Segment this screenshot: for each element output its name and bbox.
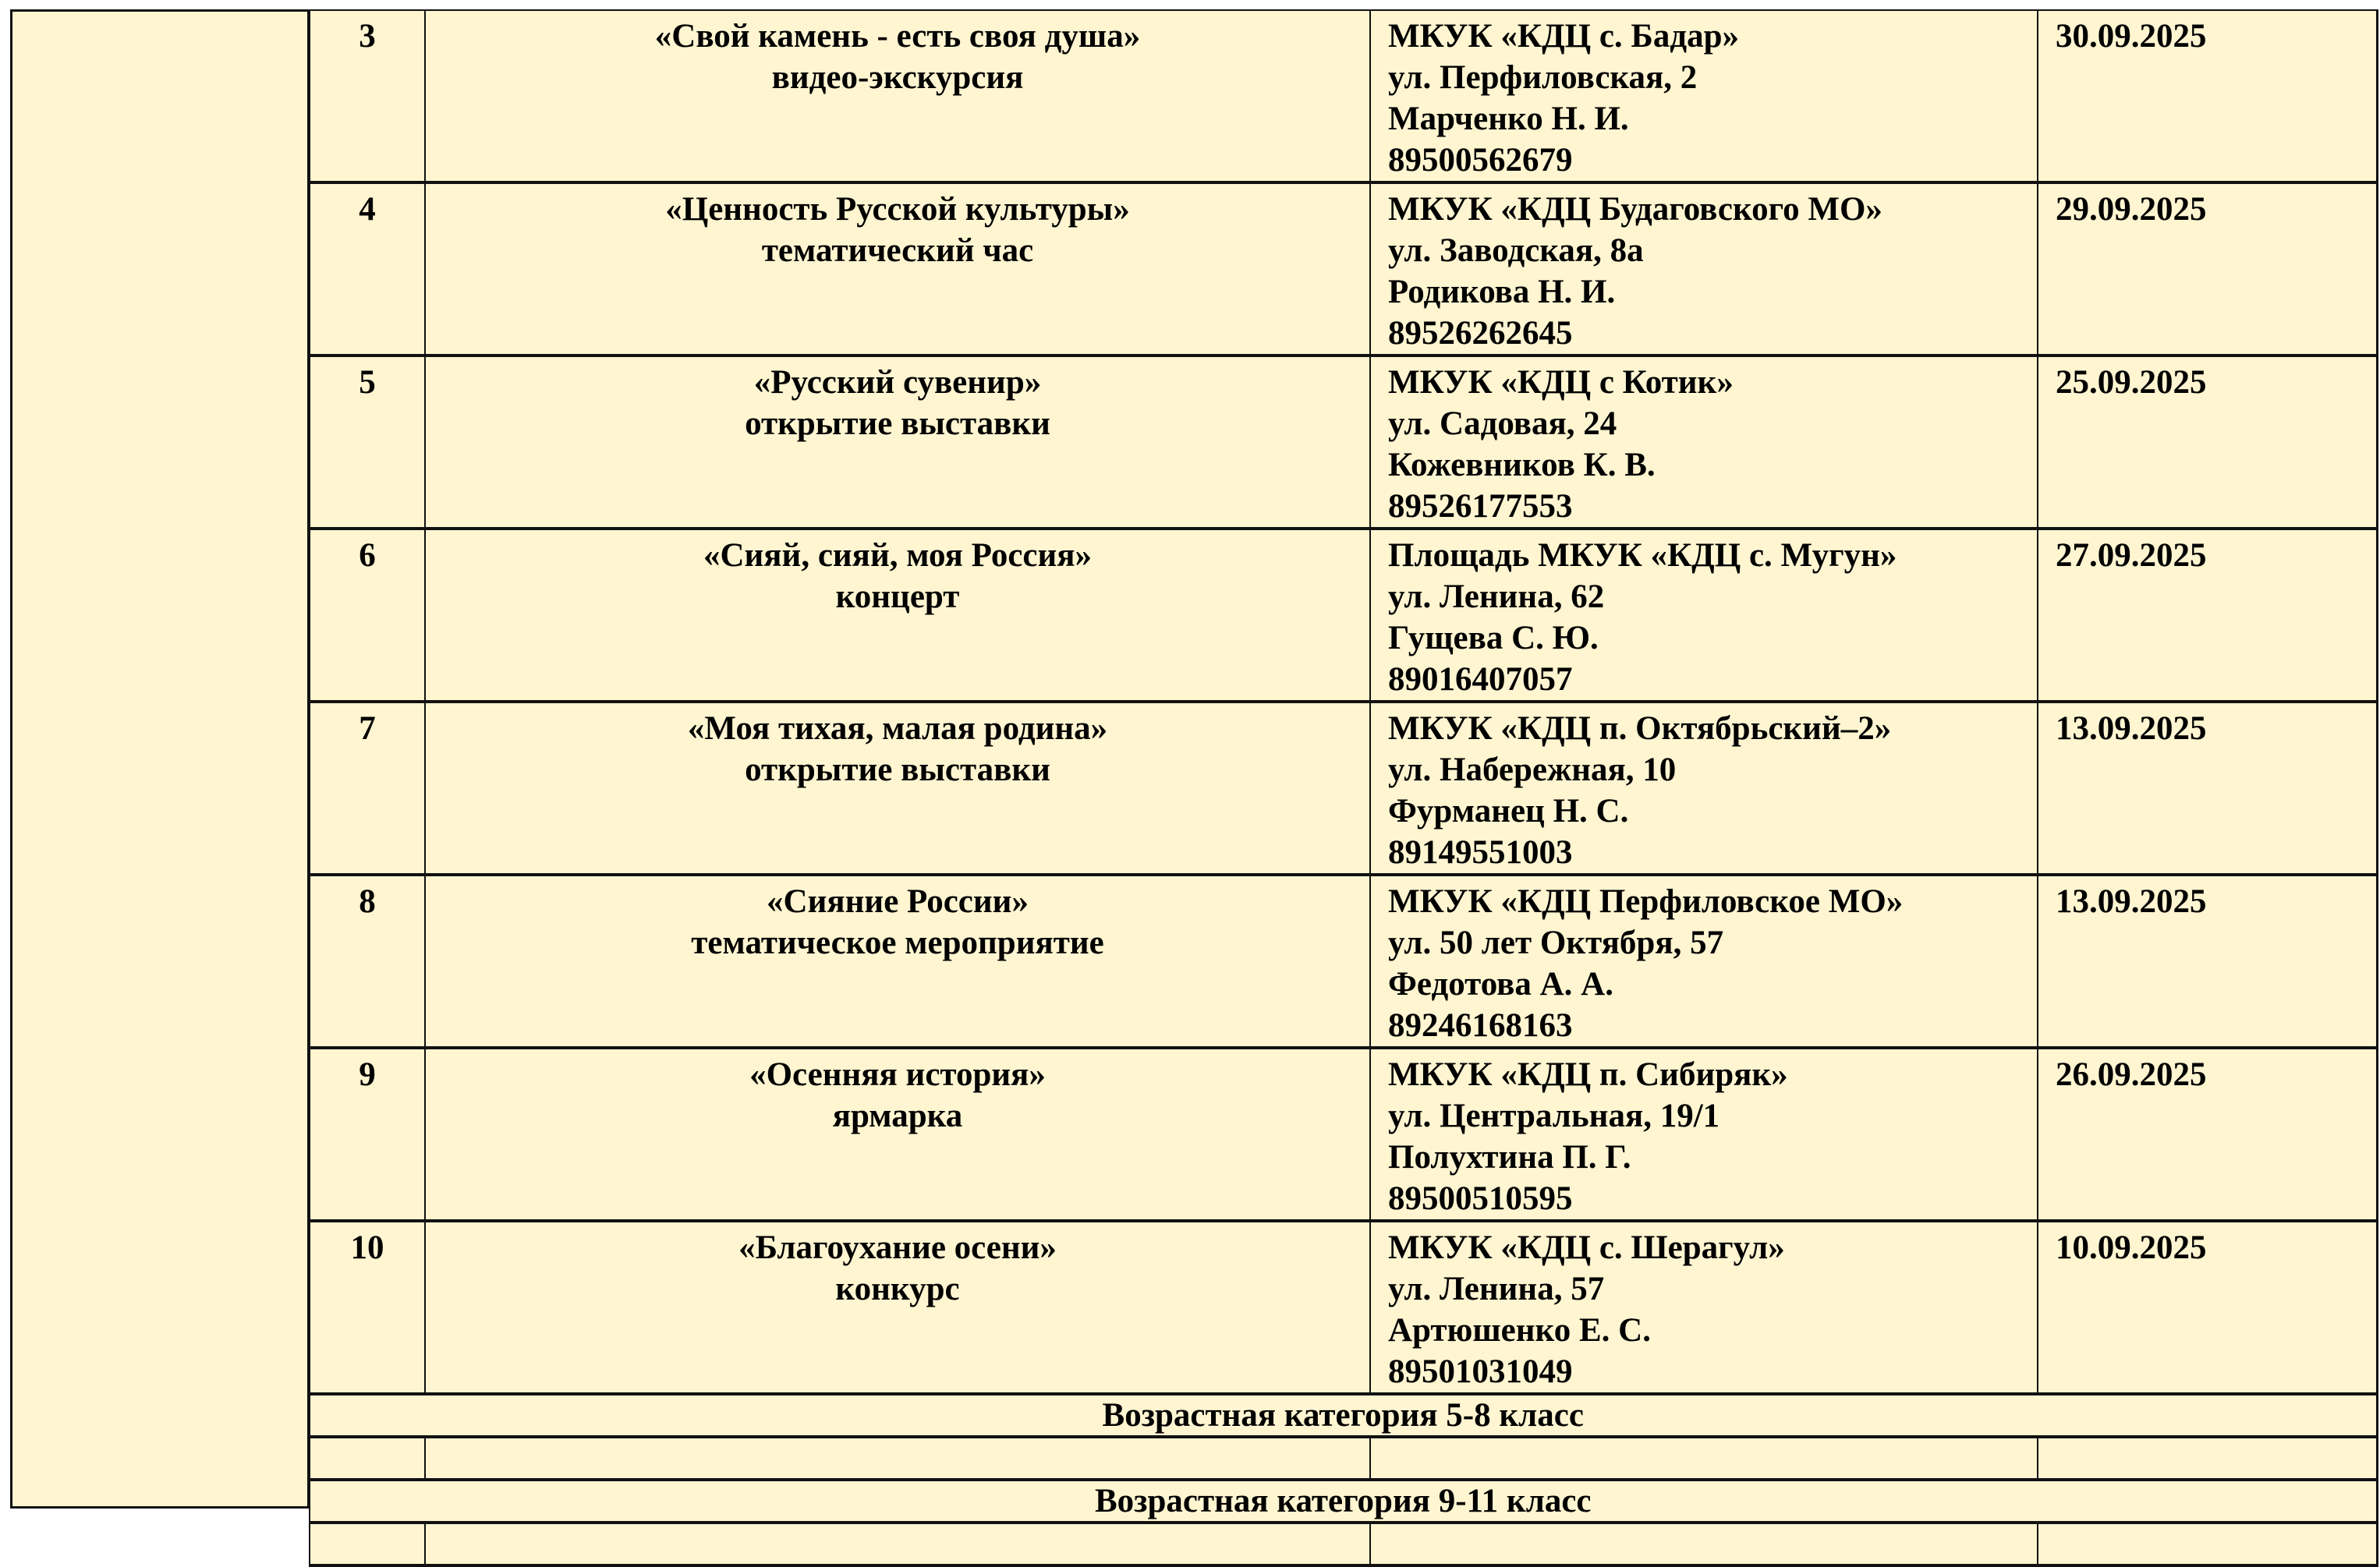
- event-title-cell: [425, 182, 1370, 355]
- table-row: [310, 182, 2377, 355]
- table-row: [310, 702, 2377, 875]
- event-title: «Благоухание осени»: [738, 1229, 1057, 1266]
- event-format: открытие выставки: [745, 752, 1050, 788]
- event-title: «Осенняя история»: [749, 1056, 1046, 1093]
- category-row: [310, 1480, 2377, 1523]
- event-address: ул. Заводская, 8а: [1388, 232, 1644, 269]
- empty-cell: [425, 1523, 1370, 1565]
- table-row: [310, 10, 2377, 182]
- category-heading: Возрастная категория 9-11 класс: [310, 1480, 2377, 1523]
- event-format: тематическое мероприятие: [691, 925, 1104, 961]
- event-phone: 89526177553: [1388, 488, 1573, 525]
- event-title-cell: [425, 875, 1370, 1048]
- event-venue: МКУК «КДЦ с. Шерагул»: [1388, 1229, 1785, 1266]
- event-number: 8: [310, 875, 425, 1048]
- event-venue-cell: [1370, 875, 2038, 1048]
- event-contact: Гущева С. Ю.: [1388, 620, 1599, 656]
- event-format: концерт: [835, 578, 960, 615]
- event-number: 3: [310, 10, 425, 182]
- event-contact: Артюшенко Е. С.: [1388, 1312, 1651, 1349]
- event-format: открытие выставки: [745, 405, 1050, 442]
- event-format: конкурс: [835, 1271, 960, 1307]
- event-date: 10.09.2025: [2038, 1221, 2377, 1394]
- event-address: ул. Ленина, 57: [1388, 1271, 1605, 1307]
- event-date: 27.09.2025: [2038, 529, 2377, 702]
- event-title-cell: [425, 702, 1370, 875]
- event-number: 6: [310, 529, 425, 702]
- event-contact: Родикова Н. И.: [1388, 274, 1616, 310]
- event-venue: МКУК «КДЦ с Котик»: [1388, 364, 1734, 401]
- event-contact: Кожевников К. В.: [1388, 447, 1656, 483]
- event-venue-cell: [1370, 1221, 2038, 1394]
- event-address: ул. Ленина, 62: [1388, 578, 1605, 615]
- event-date: 13.09.2025: [2038, 875, 2377, 1048]
- event-venue-cell: [1370, 355, 2038, 529]
- event-venue-cell: [1370, 529, 2038, 702]
- event-address: ул. 50 лет Октября, 57: [1388, 925, 1724, 961]
- event-phone: 89246168163: [1388, 1007, 1573, 1044]
- event-venue-cell: [1370, 702, 2038, 875]
- event-venue: МКУК «КДЦ Будаговского МО»: [1388, 191, 1882, 228]
- event-title-cell: [425, 1048, 1370, 1221]
- event-address: ул. Садовая, 24: [1388, 405, 1617, 442]
- empty-cell: [425, 1437, 1370, 1480]
- event-address: ул. Набережная, 10: [1388, 752, 1677, 788]
- event-format: видео-экскурсия: [771, 59, 1024, 96]
- event-title: «Свой камень - есть своя душа»: [654, 18, 1141, 55]
- event-phone: 89149551003: [1388, 834, 1573, 871]
- category-heading: Возрастная категория 5-8 класс: [310, 1394, 2377, 1437]
- event-venue: МКУК «КДЦ п. Сибиряк»: [1388, 1056, 1788, 1093]
- event-title-cell: [425, 355, 1370, 529]
- event-number: 4: [310, 182, 425, 355]
- event-format: ярмарка: [832, 1098, 963, 1134]
- event-date: 25.09.2025: [2038, 355, 2377, 529]
- merged-left-column-cell: [10, 9, 309, 1509]
- event-title-cell: [425, 1221, 1370, 1394]
- events-table: [309, 9, 2378, 1567]
- event-title: «Сияй, сияй, моя Россия»: [703, 537, 1093, 574]
- event-number: 5: [310, 355, 425, 529]
- table-row: [310, 355, 2377, 529]
- event-title-cell: [425, 529, 1370, 702]
- event-date: 29.09.2025: [2038, 182, 2377, 355]
- event-phone: 89501031049: [1388, 1353, 1573, 1390]
- event-phone: 89016407057: [1388, 661, 1573, 698]
- empty-cell: [2038, 1437, 2377, 1480]
- event-address: ул. Перфиловская, 2: [1388, 59, 1698, 96]
- empty-cell: [2038, 1523, 2377, 1565]
- event-date: 13.09.2025: [2038, 702, 2377, 875]
- empty-cell: [1370, 1523, 2038, 1565]
- event-venue-cell: [1370, 1048, 2038, 1221]
- table-row: [310, 529, 2377, 702]
- event-contact: Федотова А. А.: [1388, 966, 1613, 1003]
- category-row: [310, 1394, 2377, 1437]
- event-date: 30.09.2025: [2038, 10, 2377, 182]
- event-venue-cell: [1370, 182, 2038, 355]
- event-date: 26.09.2025: [2038, 1048, 2377, 1221]
- event-title: «Русский сувенир»: [753, 364, 1042, 401]
- event-number: 10: [310, 1221, 425, 1394]
- event-contact: Фурманец Н. С.: [1388, 793, 1629, 829]
- event-venue: МКУК «КДЦ п. Октябрьский–2»: [1388, 710, 1892, 747]
- event-venue-cell: [1370, 10, 2038, 182]
- event-phone: 89526262645: [1388, 315, 1573, 352]
- empty-table-row: [310, 1437, 2377, 1480]
- empty-cell: [310, 1437, 425, 1480]
- event-title: «Сияние России»: [767, 883, 1029, 920]
- event-title: «Моя тихая, малая родина»: [687, 710, 1108, 747]
- event-phone: 89500562679: [1388, 142, 1573, 179]
- empty-cell: [310, 1523, 425, 1565]
- event-venue: МКУК «КДЦ Перфиловское МО»: [1388, 883, 1904, 920]
- event-contact: Полухтина П. Г.: [1388, 1139, 1631, 1176]
- table-row: [310, 1221, 2377, 1394]
- event-venue: Площадь МКУК «КДЦ с. Мугун»: [1388, 537, 1897, 574]
- event-title: «Ценность Русской культуры»: [665, 191, 1130, 228]
- event-format: тематический час: [761, 232, 1034, 269]
- event-address: ул. Центральная, 19/1: [1388, 1098, 1720, 1134]
- empty-cell: [1370, 1437, 2038, 1480]
- table-row: [310, 875, 2377, 1048]
- event-title-cell: [425, 10, 1370, 182]
- event-number: 9: [310, 1048, 425, 1221]
- event-number: 7: [310, 702, 425, 875]
- event-contact: Марченко Н. И.: [1388, 101, 1629, 137]
- event-venue: МКУК «КДЦ с. Бадар»: [1388, 18, 1740, 55]
- empty-table-row: [310, 1523, 2377, 1565]
- table-row: [310, 1048, 2377, 1221]
- event-phone: 89500510595: [1388, 1180, 1573, 1217]
